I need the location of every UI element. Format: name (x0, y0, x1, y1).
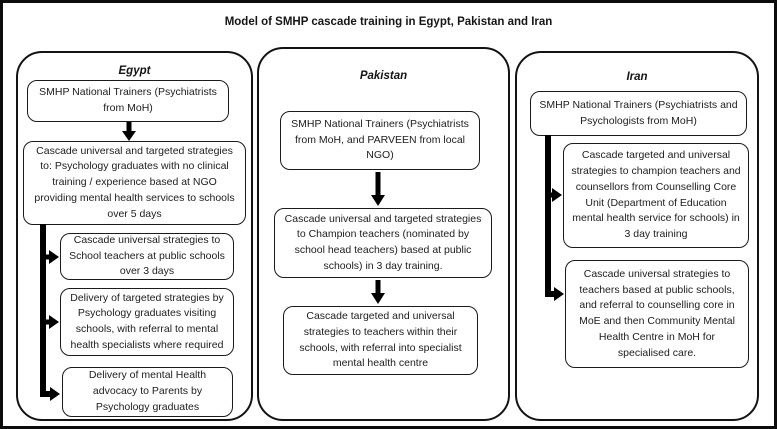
pakistan-box-teachers-referral: Cascade targeted and universal strategies to teachers within their schools, with referral into specialist mental health centre (283, 306, 478, 375)
egypt-label: Egypt (118, 65, 151, 77)
iran-label: Iran (626, 71, 648, 83)
egypt-box-cascade-school-teachers: Cascade universal strategies to School teachers at public schools over 3 days (60, 233, 234, 280)
iran-box-national-trainers: SMHP National Trainers (Psychiatrists and Psychologists from MoH) (530, 91, 747, 136)
diagram-title: Model of SMHP cascade training in Egypt, Pakistan and Iran (224, 16, 553, 28)
egypt-box-delivery-targeted-strategies: Delivery of targeted strategies by Psychology graduates visiting schools, with referral to mental health specialists where required (60, 288, 234, 356)
iran-box-champion-teachers-counsellors: Cascade targeted and universal strategies to champion teachers and counsellors from Counselling Core Unit (Department of Education mental health service for schools) in 3 day training (563, 143, 749, 248)
pakistan-label: Pakistan (359, 70, 408, 82)
pakistan-box-champion-teachers: Cascade universal and targeted strategies to Champion teachers (nominated by school head teachers) based at public schools) in 3 day training. (274, 208, 492, 278)
egypt-box-cascade-psychology-graduates: Cascade universal and targeted strategies to: Psychology graduates with no clinical training / experience based at NGO providing mental health services to schools over 5 days (23, 141, 246, 225)
egypt-box-national-trainers: SMHP National Trainers (Psychiatrists from MoH) (27, 80, 229, 122)
pakistan-box-national-trainers: SMHP National Trainers (Psychiatrists from MoH, and PARVEEN from local NGO) (280, 111, 480, 170)
egypt-box-parent-advocacy: Delivery of mental Health advocacy to Parents by Psychology graduates (62, 367, 233, 417)
iran-box-teachers-referral: Cascade universal strategies to teachers based at public schools, and referral to counselling core in MoE and then Community Mental Health Centre in MoH for specialised care. (565, 260, 749, 368)
